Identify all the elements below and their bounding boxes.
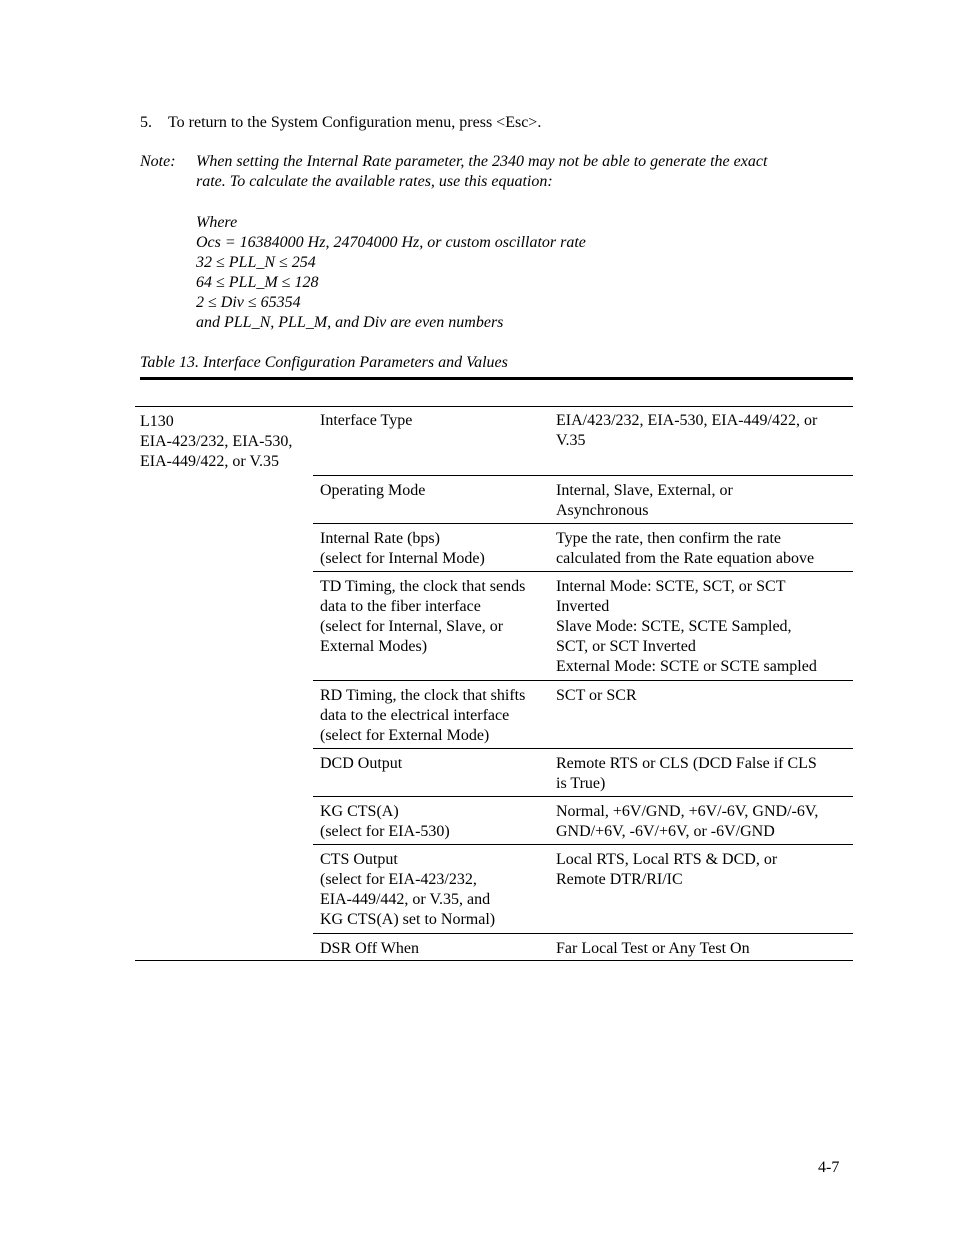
table-row bbox=[313, 524, 853, 571]
note-label: Note: bbox=[140, 153, 176, 170]
value-cell bbox=[556, 802, 848, 842]
table-row bbox=[313, 749, 853, 796]
param-line: (select for Internal, Slave, or bbox=[320, 618, 504, 635]
pll-n-constraint: 32 ≤ PLL_N ≤ 254 bbox=[196, 254, 316, 271]
param-line: (select for EIA-530) bbox=[320, 823, 450, 840]
param-cell bbox=[320, 577, 545, 657]
param-cell bbox=[320, 939, 545, 959]
param-cell bbox=[320, 411, 545, 431]
param-line: data to the electrical interface bbox=[320, 707, 510, 724]
param-line: RD Timing, the clock that shifts bbox=[320, 687, 526, 704]
value-cell bbox=[556, 481, 848, 521]
note-line-1: When setting the Internal Rate parameter, the 2340 may not be able to generate the exact bbox=[196, 153, 768, 170]
value-cell bbox=[556, 754, 848, 794]
pll-m-constraint: 64 ≤ PLL_M ≤ 128 bbox=[196, 274, 319, 291]
step-number: 5. bbox=[140, 114, 152, 131]
value-line: GND/+6V, -6V/+6V, or -6V/GND bbox=[556, 823, 775, 840]
table-row bbox=[313, 681, 853, 748]
caption-rule bbox=[140, 377, 853, 380]
table-row bbox=[313, 845, 853, 933]
value-line: Type the rate, then confirm the rate bbox=[556, 530, 781, 547]
page-number: 4-7 bbox=[818, 1159, 840, 1176]
param-line: Interface Type bbox=[320, 412, 413, 429]
param-line: EIA-449/442, or V.35, and bbox=[320, 891, 491, 908]
value-line: Asynchronous bbox=[556, 502, 649, 519]
option-cell bbox=[140, 412, 310, 472]
table-row bbox=[313, 476, 853, 523]
value-cell bbox=[556, 411, 848, 451]
param-line: KG CTS(A) bbox=[320, 803, 399, 820]
param-cell bbox=[320, 481, 545, 501]
value-cell bbox=[556, 529, 848, 569]
value-cell bbox=[556, 577, 848, 677]
value-line: Far Local Test or Any Test On bbox=[556, 940, 750, 957]
step-text: To return to the System Configuration menu, press <Esc>. bbox=[168, 114, 542, 131]
param-line: data to the fiber interface bbox=[320, 598, 481, 615]
value-line: Internal Mode: SCTE, SCT, or SCT bbox=[556, 578, 786, 595]
even-numbers-note: and PLL_N, PLL_M, and Div are even numbers bbox=[196, 314, 504, 331]
param-line: (select for EIA-423/232, bbox=[320, 871, 477, 888]
param-line: KG CTS(A) set to Normal) bbox=[320, 911, 496, 928]
param-line: DSR Off When bbox=[320, 940, 419, 957]
param-line: External Modes) bbox=[320, 638, 428, 655]
value-line: calculated from the Rate equation above bbox=[556, 550, 815, 567]
note-line-2: rate. To calculate the available rates, use this equation: bbox=[196, 173, 553, 190]
value-line: Remote RTS or CLS (DCD False if CLS bbox=[556, 755, 817, 772]
value-cell bbox=[556, 939, 848, 959]
value-line: Normal, +6V/GND, +6V/-6V, GND/-6V, bbox=[556, 803, 819, 820]
value-cell bbox=[556, 850, 848, 890]
option-desc-line: EIA-423/232, EIA-530, bbox=[140, 433, 293, 450]
div-constraint: 2 ≤ Div ≤ 65354 bbox=[196, 294, 301, 311]
value-line: Local RTS, Local RTS & DCD, or bbox=[556, 851, 778, 868]
step-5 bbox=[140, 113, 541, 133]
param-cell bbox=[320, 529, 545, 569]
value-line: Slave Mode: SCTE, SCTE Sampled, bbox=[556, 618, 792, 635]
table-row bbox=[313, 572, 853, 680]
value-line: is True) bbox=[556, 775, 606, 792]
option-desc-line: EIA-449/422, or V.35 bbox=[140, 453, 279, 470]
table-caption: Table 13. Interface Configuration Parameters and Values bbox=[140, 354, 508, 371]
value-line: SCT or SCR bbox=[556, 687, 637, 704]
table-row bbox=[313, 934, 853, 960]
equation-constraints bbox=[196, 213, 586, 333]
param-line: Internal Rate (bps) bbox=[320, 530, 440, 547]
value-line: Inverted bbox=[556, 598, 610, 615]
param-line: Operating Mode bbox=[320, 482, 426, 499]
value-cell bbox=[556, 686, 848, 706]
where-label: Where bbox=[196, 214, 238, 231]
param-line: (select for Internal Mode) bbox=[320, 550, 485, 567]
note-body bbox=[196, 152, 836, 192]
table-row bbox=[313, 406, 853, 475]
option-name: L130 bbox=[140, 413, 174, 430]
param-cell bbox=[320, 802, 545, 842]
table-row bbox=[313, 797, 853, 844]
value-line: SCT, or SCT Inverted bbox=[556, 638, 696, 655]
param-cell bbox=[320, 850, 545, 930]
param-line: (select for External Mode) bbox=[320, 727, 490, 744]
table-bottom-rule bbox=[135, 960, 853, 961]
value-line: V.35 bbox=[556, 432, 586, 449]
value-line: External Mode: SCTE or SCTE sampled bbox=[556, 658, 817, 675]
param-cell bbox=[320, 754, 545, 774]
param-line: DCD Output bbox=[320, 755, 403, 772]
ocs-constraint: Ocs = 16384000 Hz, 24704000 Hz, or custom oscillator rate bbox=[196, 234, 586, 251]
param-line: CTS Output bbox=[320, 851, 398, 868]
param-cell bbox=[320, 686, 545, 746]
param-line: TD Timing, the clock that sends bbox=[320, 578, 526, 595]
value-line: EIA/423/232, EIA-530, EIA-449/422, or bbox=[556, 412, 818, 429]
value-line: Internal, Slave, External, or bbox=[556, 482, 733, 499]
value-line: Remote DTR/RI/IC bbox=[556, 871, 683, 888]
